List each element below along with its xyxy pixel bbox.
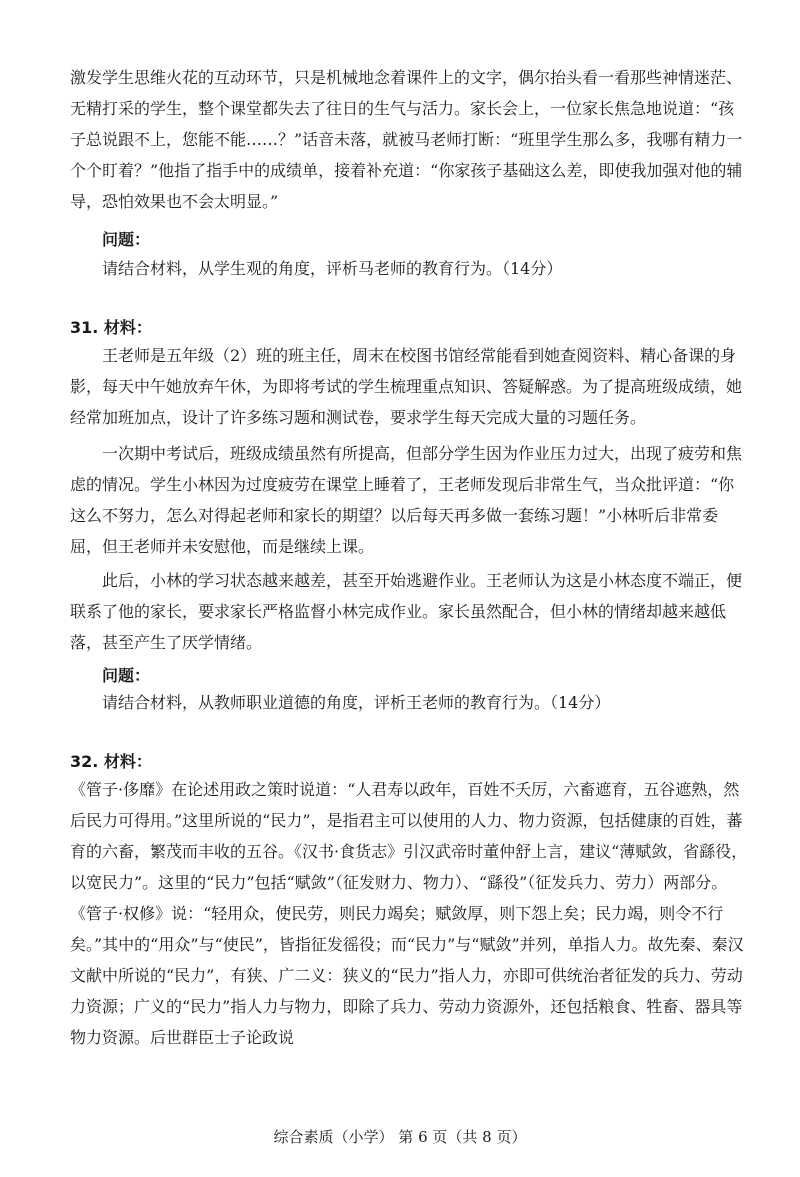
q30-material-tail: 激发学生思维火花的互动环节，只是机械地念着课件上的文字，偶尔抬头看一看那些神情迷茫、无精打采的学生，整个课堂都失去了往日的生气与活力。家长会上，一位家长焦急地说道：“孩子总说跟不上，您能不能……？”话音未落，就被马老师打断：“班里学生那么多，我哪有精力一个个盯着？”他指了指手中的成绩单，接着补充道：“你家孩子基础这么差，即使我加强对他的辅导，恐怕效果也不会太明显。”: [70, 68, 743, 211]
q32-material: 《管子·侈靡》在论述用政之策时说道：“人君寿以政年，百姓不夭厉，六畜遮育，五谷遮熟，然后民力可得用。”这里所说的“民力”，是指君主可以使用的人力、物力资源，包括健康的百姓，蕃育的六畜，繁茂而丰收的五谷。《汉书·食货志》引汉武帝时董仲舒上言，建议“薄赋敛，省繇役，以宽民力”。这里的“民力”包括“赋敛”（征发财力、物力）、“繇役”（征发兵力、劳力）两部分。《管子·权修》说：“轻用众，使民劳，则民力竭矣；赋敛厚，则下怨上矣；民力竭，则令不行矣。”其中的“用众”与“使民”，皆指征发徭役；而“民力”与“赋敛”并列，单指人力。故先秦、秦汉文献中所说的“民力”，有狭、广二义：狭义的“民力”指人力，亦即可供统治者征发的兵力、劳动力资源；广义的“民力”指人力与物力，即除了兵力、劳动力资源外，还包括粮食、牲畜、器具等物力资源。后世群臣士子论政说: [70, 780, 748, 1047]
q31-paragraph-1: 王老师是五年级（2）班的班主任，周末在校图书馆经常能看到她查阅资料、精心备课的身影，每天中午她放弃午休，为即将考试的学生梳理重点知识、答疑解惑。为了提高班级成绩，她经常加班加点，设计了许多练习题和测试卷，要求学生每天完成大量的习题任务。: [70, 346, 743, 427]
q30-question-prompt: 请结合材料，从学生观的角度，评析马老师的教育行为。（14分）: [102, 259, 563, 278]
q32-heading: 32. 材料：: [70, 752, 152, 771]
q31-paragraph-3: 此后，小林的学习状态越来越差，甚至开始逃避作业。王老师认为这是小林态度不端正，便联系了他的家长，要求家长严格监督小林完成作业。家长虽然配合，但小林的情绪却越来越低落，甚至产生了厌学情绪。: [70, 571, 743, 652]
q31-question-label: 问题：: [102, 666, 151, 685]
q31-paragraph-2: 一次期中考试后，班级成绩虽然有所提高，但部分学生因为作业压力过大，出现了疲劳和焦虑的情况。学生小林因为过度疲劳在课堂上睡着了，王老师发现后非常生气，当众批评道：“你这么不努力，怎么对得起老师和家长的期望？以后每天再多做一套练习题！”小林听后非常委屈，但王老师并未安慰他，而是继续上课。: [70, 444, 743, 556]
q31-question-prompt: 请结合材料，从教师职业道德的角度，评析王老师的教育行为。（14分）: [102, 693, 611, 712]
page-footer: 综合素质（小学） 第 6 页（共 8 页）: [273, 1128, 527, 1146]
q30-question-label: 问题：: [102, 230, 151, 249]
q31-heading: 31. 材料：: [70, 318, 152, 337]
